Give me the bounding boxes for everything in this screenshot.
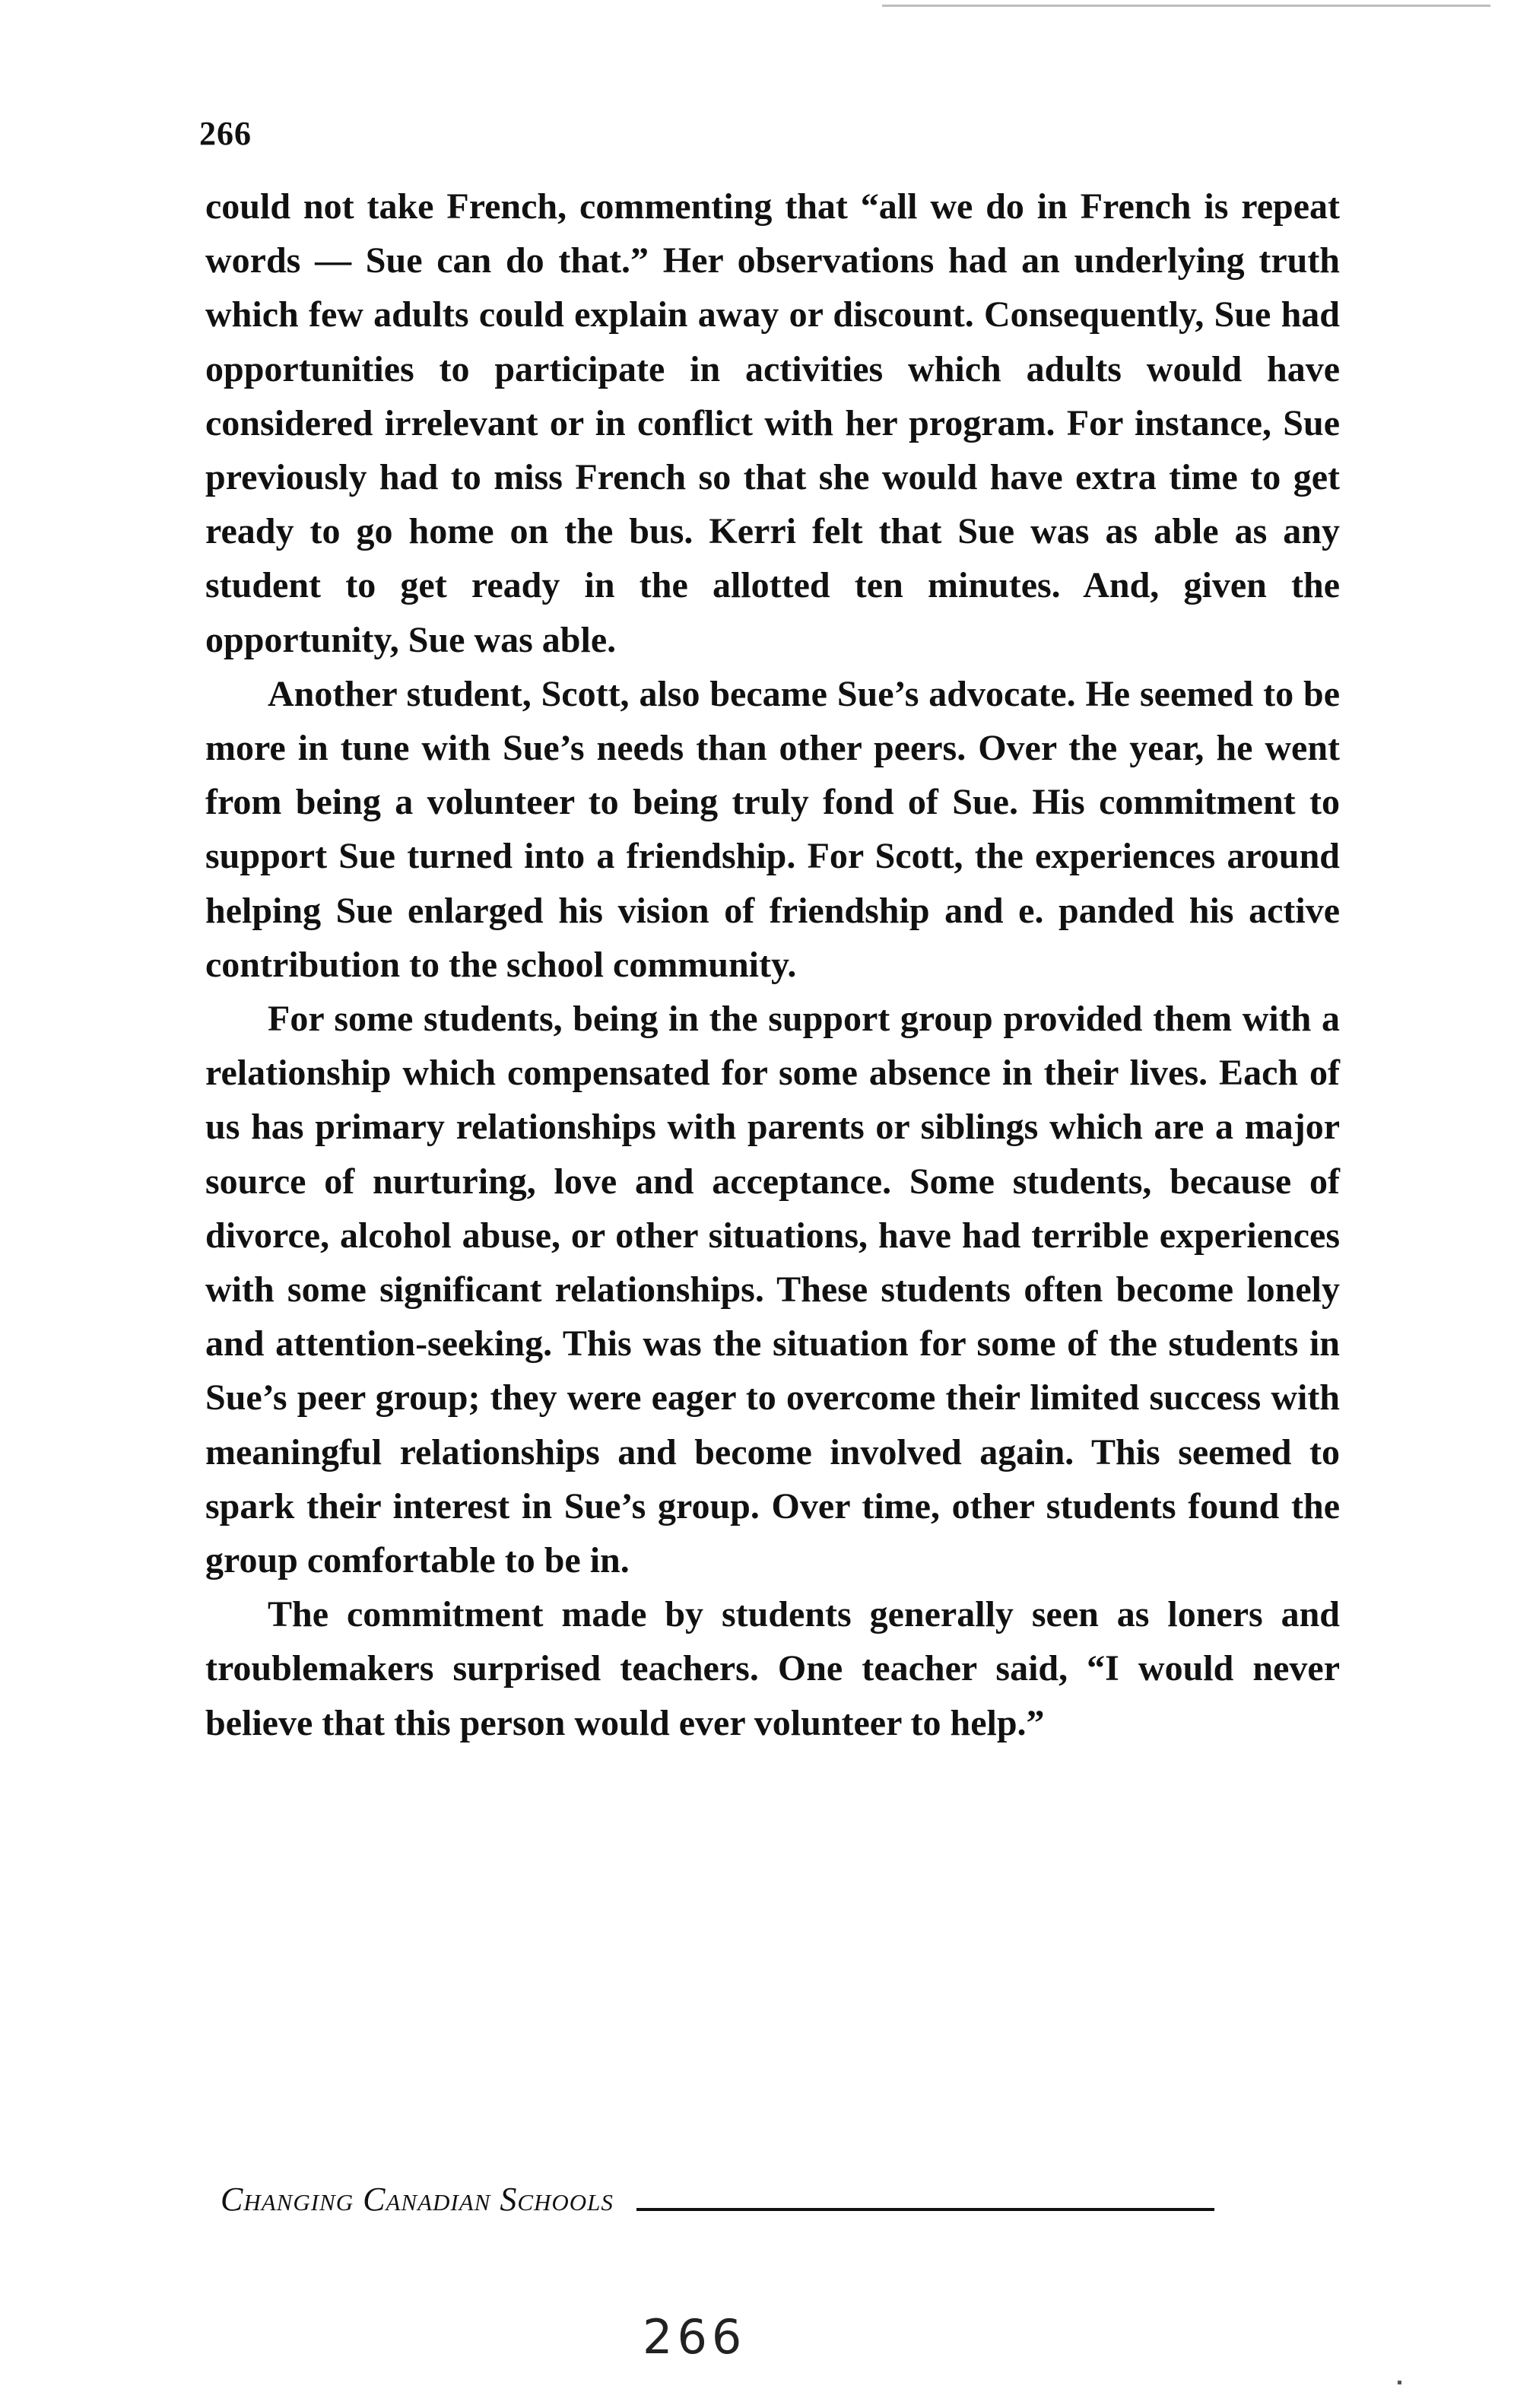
paragraph-continuation: could not take French, commenting that “all we do in French is repeat words — Sue can do that.” Her observations had an underlying truth which few adults could explain away or discount. Consequently, Sue had opportunities to participate in activities which adults would have considered irrelevant or in conflict with her program. For instance, Sue previously had to miss French so that she would have extra time to get ready to go home on the bus. Kerri felt that Sue was as able as any student to get ready in the allotted ten minutes. And, given the opportunity, Sue was able. (205, 186, 1340, 660)
scan-speck (1398, 2381, 1401, 2384)
scan-edge-line (882, 5, 1490, 7)
body-text (205, 179, 1340, 1750)
paragraph-scott: Another student, Scott, also became Sue’s advocate. He seemed to be more in tune with Sue’s needs than other peers. Over the year, he went from being a volunteer to being truly fond of Sue. His commitment to support Sue turned into a friendship. For Scott, the experiences around helping Sue enlarged his vision of friendship and e. panded his active contribution to the school community. (205, 673, 1340, 985)
footer-rule (636, 2208, 1214, 2211)
paragraph-commitment: The commitment made by students generally seen as loners and troublemakers surprised teachers. One teacher said, “I would never believe that this person would ever volunteer to help.” (205, 1594, 1340, 1743)
running-footer (221, 2180, 1214, 2219)
paragraph-support-group: For some students, being in the support group provided them with a relationship which compensated for some absence in their lives. Each of us has primary relationships with parents or siblings which are a major source of nurturing, love and acceptance. Some students, because of divorce, alcohol abuse, or other situations, have had terrible experiences with some significant relationships. These students often become lonely and attention-seeking. This was the situation for some of the students in Sue’s peer group; they were eager to overcome their limited success with meaningful relationships and become involved again. This seemed to spark their interest in Sue’s group. Over time, other students found the group comfortable to be in. (205, 999, 1340, 1581)
page-number: 266 (199, 115, 252, 152)
footer-book-title: Changing Canadian Schools (221, 2181, 614, 2218)
stamped-page-number: 266 (643, 2309, 747, 2365)
